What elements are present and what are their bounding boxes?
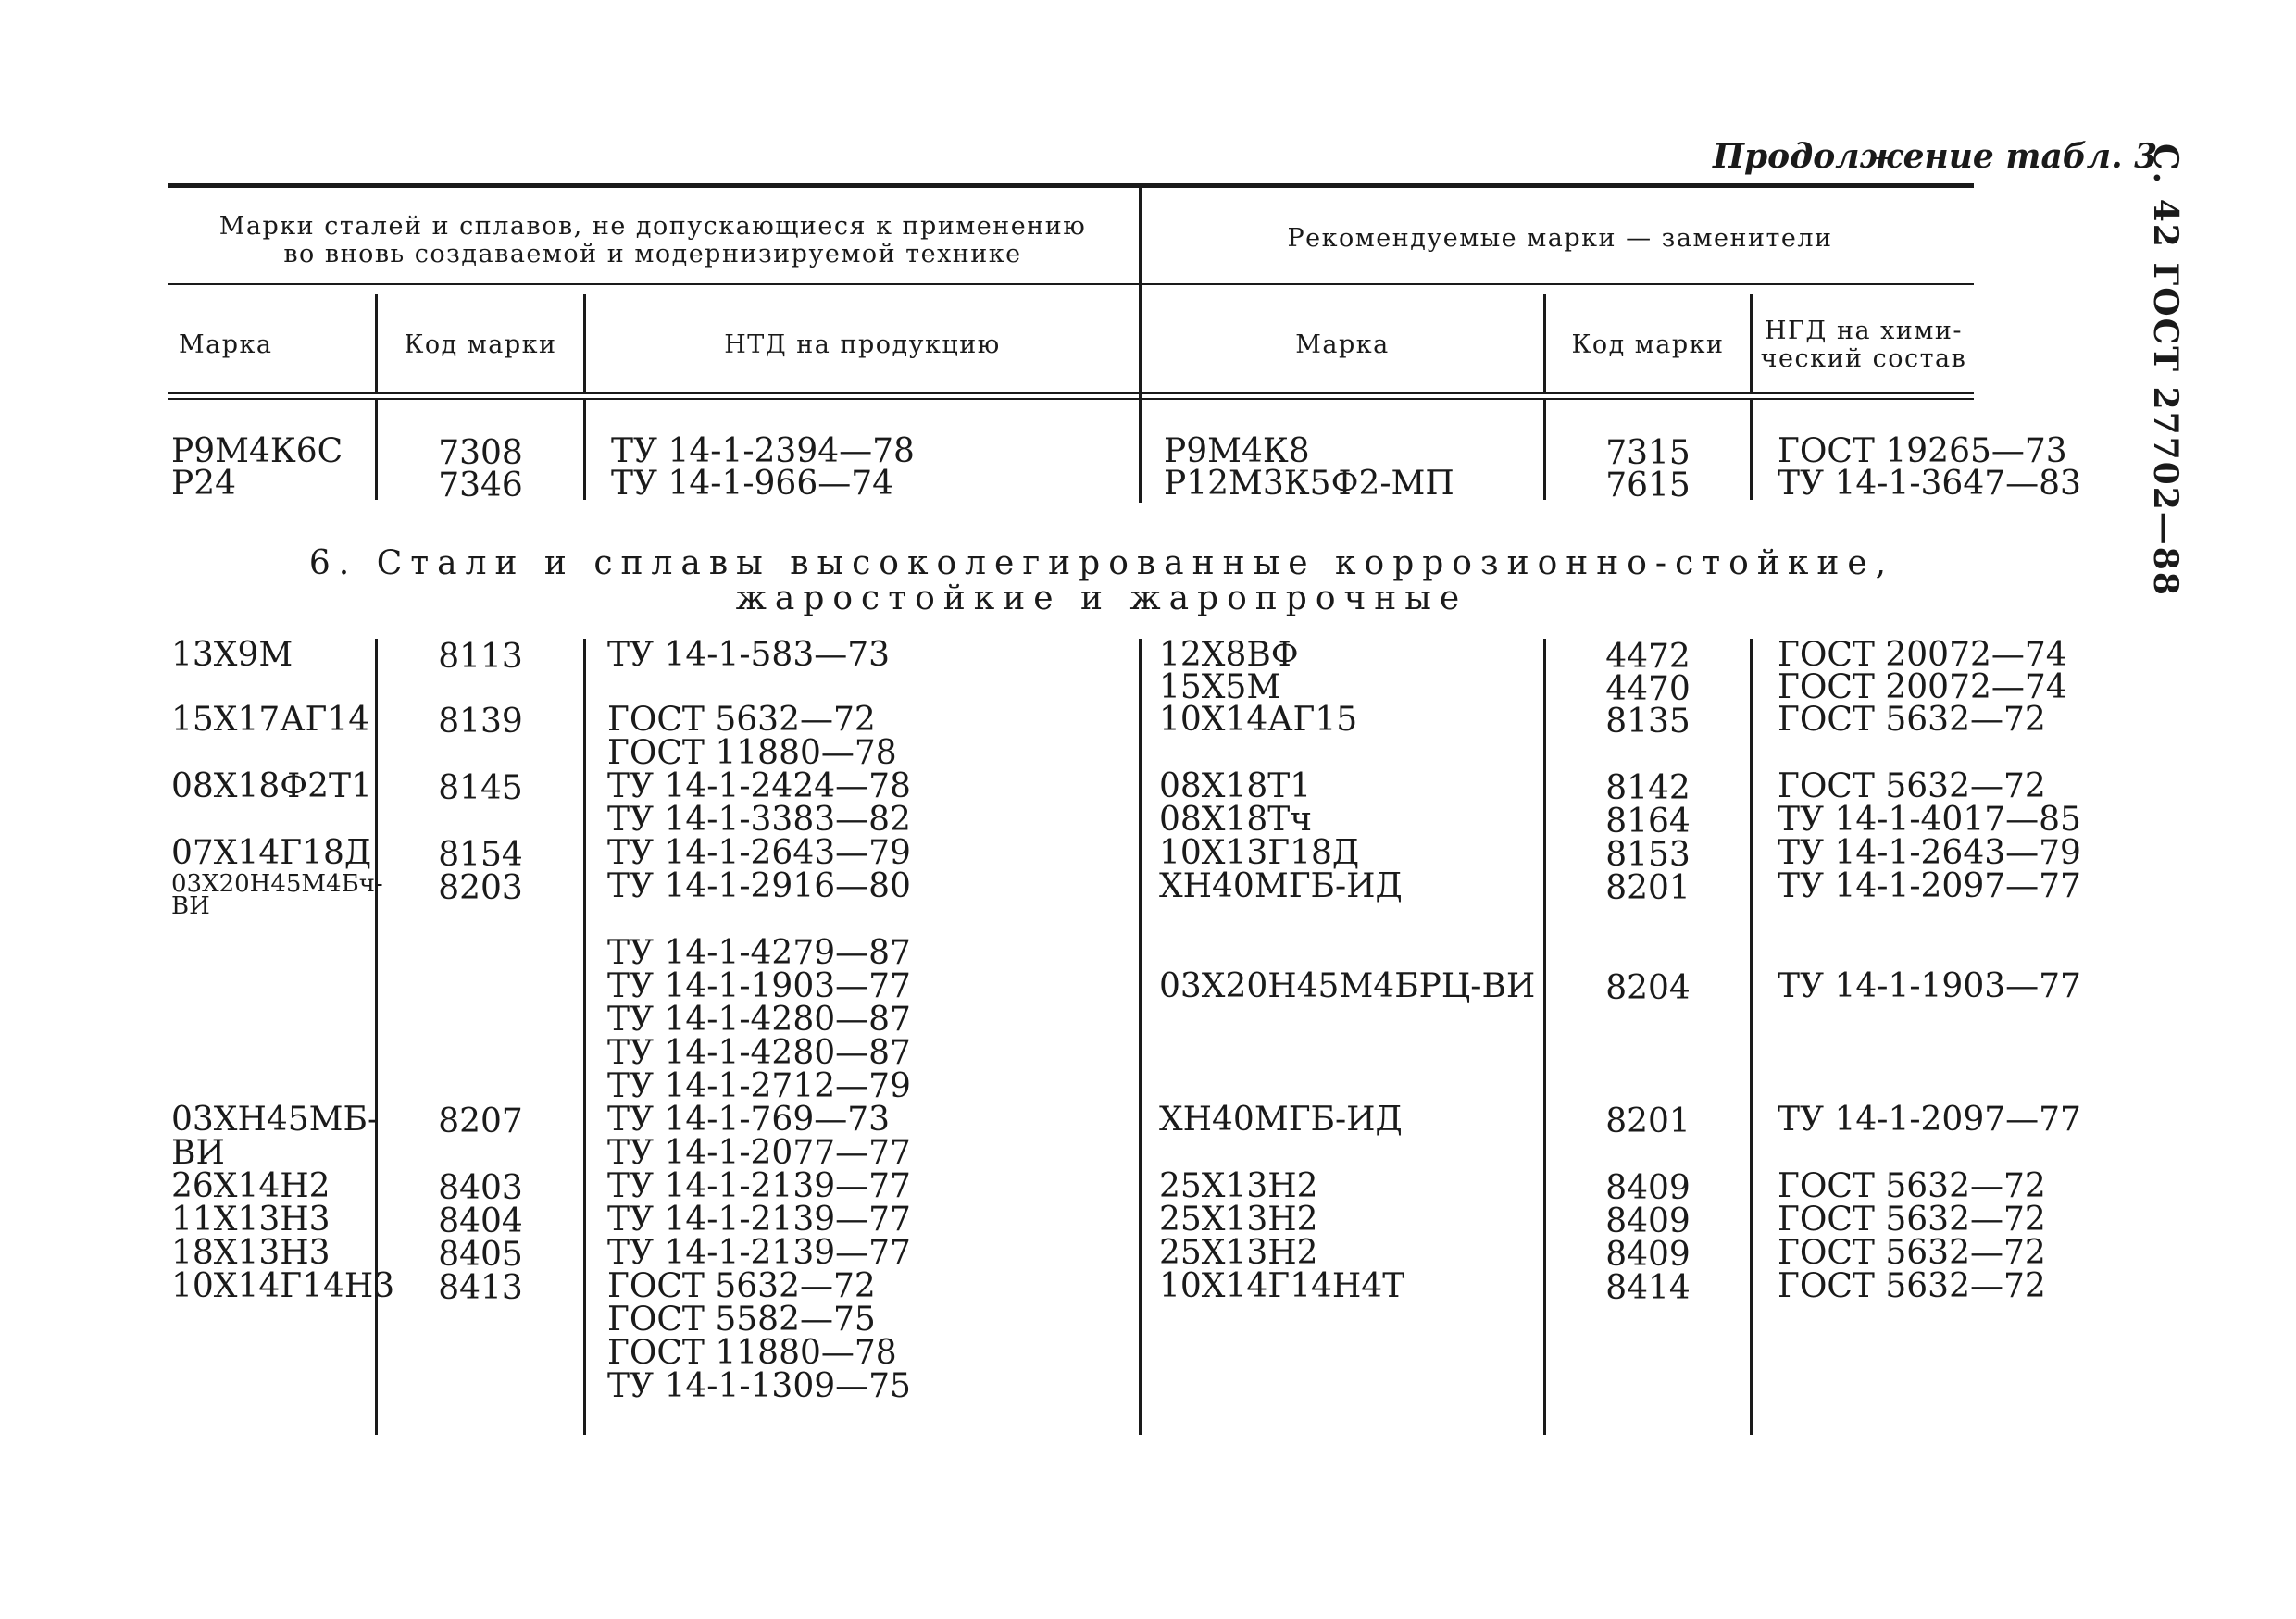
sec-sub-grade-7: ХН40МГБ-ИД — [1159, 867, 1403, 905]
sec-sub-doc-12: ГОСТ 5632—72 — [1778, 1234, 2046, 1272]
sec-grade-6b: ВИ — [171, 1134, 225, 1172]
sec-code-8: 8404 — [438, 1202, 523, 1240]
top-grade-2: Р24 — [171, 465, 237, 503]
sec-code-5: 8203 — [438, 869, 523, 907]
sec-sub-doc-9: ТУ 14-1-2097—77 — [1778, 1101, 2081, 1139]
sec-sub-grade-4: 08Х18Т1 — [1159, 767, 1312, 805]
left-group-header-line2: во вновь создаваемой и модернизируемой технике — [283, 240, 1022, 268]
sec-sub-code-13: 8414 — [1605, 1269, 1691, 1307]
sec-code-3: 8145 — [438, 769, 523, 807]
sec-ntd-15: ТУ 14-1-2139—77 — [607, 1167, 911, 1205]
sec-sep-1 — [375, 639, 378, 1435]
sec-sub-code-7: 8201 — [1605, 869, 1691, 907]
sec-sub-grade-6: 10Х13Г18Д — [1159, 834, 1360, 872]
sec-sub-code-3: 8135 — [1605, 703, 1691, 741]
sec-sub-grade-1: 12Х8ВФ — [1159, 636, 1299, 674]
sec-sub-grade-5: 08Х18Тч — [1159, 801, 1313, 839]
top-ntd-1: ТУ 14-1-2394—78 — [611, 432, 915, 470]
sec-sub-code-8: 8204 — [1605, 969, 1691, 1007]
sec-sub-grade-11: 25Х13Н2 — [1159, 1201, 1318, 1239]
sec-sub-doc-8: ТУ 14-1-1903—77 — [1778, 967, 2081, 1005]
sec-sub-grade-3: 10Х14АГ15 — [1159, 701, 1358, 739]
sec-sub-code-5: 8164 — [1605, 803, 1691, 841]
section-title — [278, 546, 1926, 616]
header-bottom-rule-1 — [168, 392, 1974, 394]
top-sub-grade-1: Р9М4К8 — [1164, 432, 1310, 470]
sec-ntd-13: ТУ 14-1-769—73 — [607, 1101, 891, 1139]
page-side-label: С. 42 ГОСТ 27702—88 — [2146, 143, 2185, 597]
sec-sub-code-6: 8153 — [1605, 836, 1691, 874]
sec-ntd-1: ТУ 14-1-583—73 — [607, 636, 891, 674]
col-sub-ngd-header — [1753, 318, 1975, 373]
col-sub-ngd-header-line1: НГД на хими- — [1765, 317, 1963, 345]
sec-grade-5b: ВИ — [171, 892, 210, 920]
sec-ntd-21: ТУ 14-1-1309—75 — [607, 1367, 911, 1405]
sec-sub-doc-7: ТУ 14-1-2097—77 — [1778, 867, 2081, 905]
sec-sub-doc-2: ГОСТ 20072—74 — [1778, 668, 2067, 706]
sec-ntd-9: ТУ 14-1-1903—77 — [607, 967, 911, 1005]
top-ntd-2: ТУ 14-1-966—74 — [611, 465, 894, 503]
sec-ntd-2: ГОСТ 5632—72 — [607, 701, 876, 739]
col-grade-header: Марка — [179, 330, 273, 359]
sec-sub-code-1: 4472 — [1605, 638, 1691, 676]
section-title-line1: 6. Стали и сплавы высоколегированные коррозионно-стойкие, — [308, 544, 1895, 582]
sec-sub-grade-2: 15Х5М — [1159, 668, 1281, 706]
col-ntd-header: НТД на продукцию — [724, 330, 1001, 359]
sec-grade-2: 15Х17АГ14 — [171, 701, 370, 739]
top-sub-code-2: 7615 — [1605, 467, 1691, 504]
sec-sub-grade-12: 25Х13Н2 — [1159, 1234, 1318, 1272]
table-caption: Продолжение табл. 3 — [1713, 137, 2158, 176]
right-group-rule — [1141, 283, 1974, 285]
col-sub-ngd-header-line2: ческий состав — [1760, 344, 1967, 373]
sec-sep-2 — [583, 639, 586, 1435]
sec-ntd-10: ТУ 14-1-4280—87 — [607, 1001, 911, 1039]
sec-code-1: 8113 — [438, 638, 523, 676]
top-sub-code-1: 7315 — [1605, 434, 1691, 472]
sec-grade-5: 03Х20Н45М4Бч- — [171, 870, 383, 898]
left-group-header — [176, 213, 1129, 268]
sec-code-7: 8403 — [438, 1169, 523, 1207]
sec-sub-code-12: 8409 — [1605, 1236, 1691, 1274]
sec-code-4: 8154 — [438, 836, 523, 874]
sec-grade-4: 07Х14Г18Д — [171, 834, 372, 872]
right-group-header: Рекомендуемые марки — заменители — [1287, 224, 1833, 253]
sec-sub-doc-3: ГОСТ 5632—72 — [1778, 701, 2046, 739]
sec-code-9: 8405 — [438, 1236, 523, 1274]
sec-ntd-20: ГОСТ 11880—78 — [607, 1334, 897, 1372]
sec-sub-doc-6: ТУ 14-1-2643—79 — [1778, 834, 2081, 872]
col-sub-grade-header: Марка — [1295, 330, 1390, 359]
sec-sub-doc-1: ГОСТ 20072—74 — [1778, 636, 2067, 674]
left-group-header-line1: Марки сталей и сплавов, не допускающиеся к применению — [218, 212, 1087, 241]
top-sep-5 — [1750, 400, 1753, 500]
top-sep-2 — [583, 400, 586, 500]
top-sub-doc-2: ТУ 14-1-3647—83 — [1778, 465, 2081, 503]
sec-ntd-4: ТУ 14-1-2424—78 — [607, 767, 911, 805]
section-title-line2: жаростойкие и жаропрочные — [735, 579, 1468, 617]
sec-ntd-19: ГОСТ 5582—75 — [607, 1301, 876, 1339]
top-grade-1: Р9М4К6С — [171, 432, 343, 470]
sec-sub-code-9: 8201 — [1605, 1102, 1691, 1140]
sec-sep-3 — [1139, 639, 1142, 1435]
sec-sub-code-10: 8409 — [1605, 1169, 1691, 1207]
sec-ntd-6: ТУ 14-1-2643—79 — [607, 834, 911, 872]
sec-grade-8: 11Х13Н3 — [171, 1201, 331, 1239]
sec-grade-6: 03ХН45МБ- — [171, 1101, 380, 1139]
sec-grade-10: 10Х14Г14Н3 — [171, 1267, 395, 1305]
sec-ntd-8: ТУ 14-1-4279—87 — [607, 934, 911, 972]
col-sub-code-header: Код марки — [1571, 330, 1725, 359]
left-group-rule — [168, 283, 1141, 285]
top-sub-grade-2: Р12М3К5Ф2-МП — [1164, 465, 1454, 503]
sec-ntd-12: ТУ 14-1-2712—79 — [607, 1067, 911, 1105]
top-sub-doc-1: ГОСТ 19265—73 — [1778, 432, 2067, 470]
sec-ntd-16: ТУ 14-1-2139—77 — [607, 1201, 911, 1239]
sec-ntd-17: ТУ 14-1-2139—77 — [607, 1234, 911, 1272]
sec-ntd-3: ГОСТ 11880—78 — [607, 734, 897, 772]
sec-grade-1: 13Х9М — [171, 636, 293, 674]
sec-sub-code-2: 4470 — [1605, 670, 1691, 708]
sec-code-2: 8139 — [438, 703, 523, 741]
sec-sub-doc-10: ГОСТ 5632—72 — [1778, 1167, 2046, 1205]
sec-grade-9: 18Х13Н3 — [171, 1234, 331, 1272]
col-code-header: Код марки — [404, 330, 557, 359]
sec-sub-grade-10: 25Х13Н2 — [1159, 1167, 1318, 1205]
sec-sub-grade-8: 03Х20Н45М4БРЦ-ВИ — [1159, 967, 1536, 1005]
table-top-rule — [168, 183, 1974, 188]
sec-sep-4 — [1543, 639, 1546, 1435]
sec-sub-doc-13: ГОСТ 5632—72 — [1778, 1267, 2046, 1305]
header-bottom-rule-2 — [168, 398, 1974, 400]
sec-ntd-14: ТУ 14-1-2077—77 — [607, 1134, 911, 1172]
sec-ntd-5: ТУ 14-1-3383—82 — [607, 801, 911, 839]
sec-sub-doc-4: ГОСТ 5632—72 — [1778, 767, 2046, 805]
sec-sub-grade-13: 10Х14Г14Н4Т — [1159, 1267, 1405, 1305]
sec-code-6: 8207 — [438, 1102, 523, 1140]
sec-sub-grade-9: ХН40МГБ-ИД — [1159, 1101, 1403, 1139]
sec-sep-5 — [1750, 639, 1753, 1435]
top-code-1: 7308 — [438, 434, 523, 472]
sec-ntd-18: ГОСТ 5632—72 — [607, 1267, 876, 1305]
sec-sub-doc-11: ГОСТ 5632—72 — [1778, 1201, 2046, 1239]
sec-code-10: 8413 — [438, 1269, 523, 1307]
top-code-2: 7346 — [438, 467, 523, 504]
sec-ntd-11: ТУ 14-1-4280—87 — [607, 1034, 911, 1072]
sec-grade-3: 08Х18Ф2Т1 — [171, 767, 372, 805]
sec-grade-7: 26Х14Н2 — [171, 1167, 331, 1205]
sec-sub-doc-5: ТУ 14-1-4017—85 — [1778, 801, 2081, 839]
sec-ntd-7: ТУ 14-1-2916—80 — [607, 867, 911, 905]
sec-sub-code-11: 8409 — [1605, 1202, 1691, 1240]
sec-sub-code-4: 8142 — [1605, 769, 1691, 807]
